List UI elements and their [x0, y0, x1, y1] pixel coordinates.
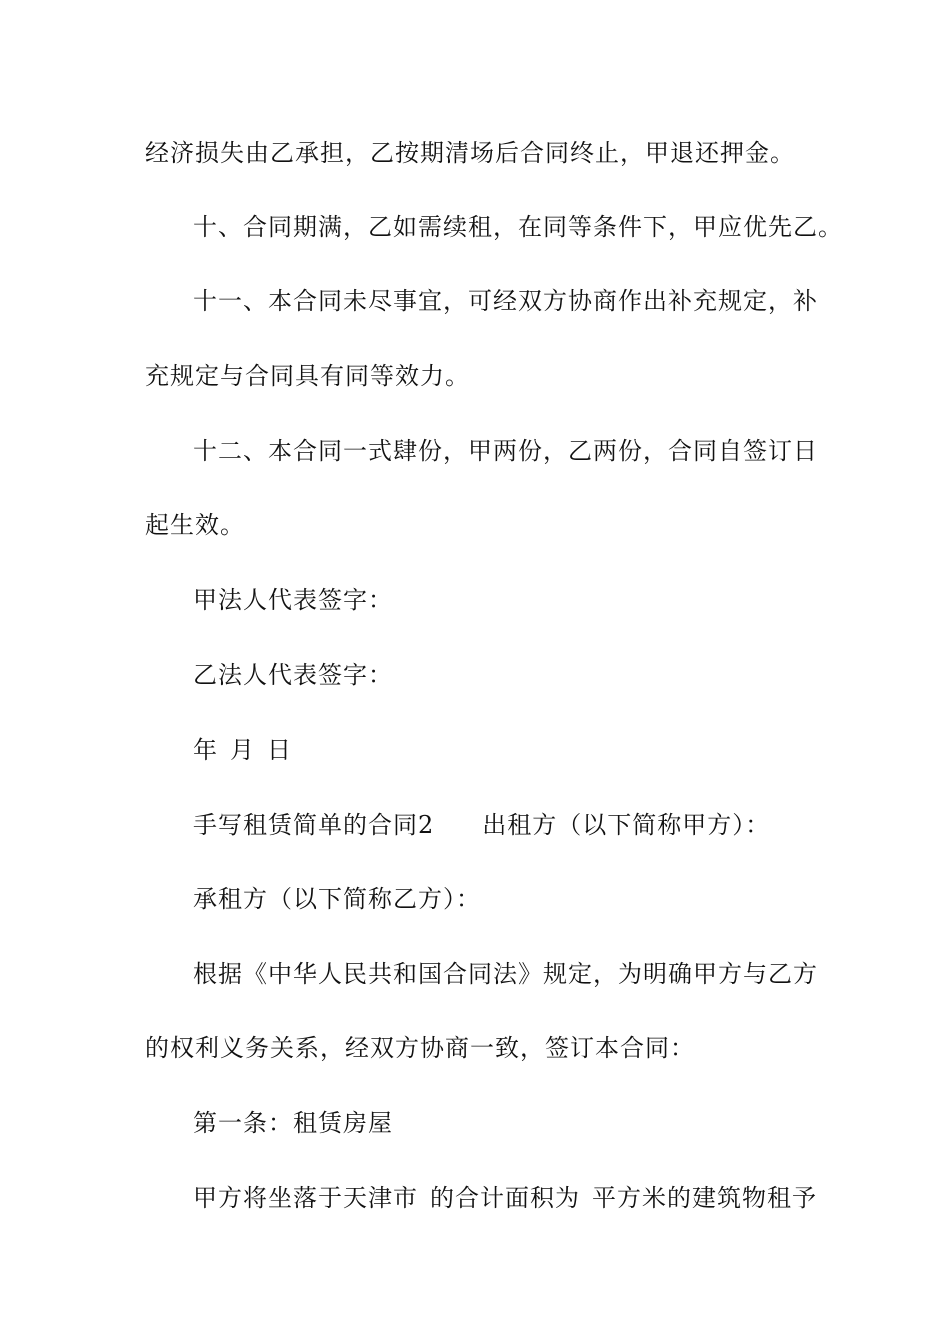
- party-b-signature-label: 乙法人代表签字：: [193, 661, 393, 689]
- year-label: 年: [193, 736, 218, 764]
- clause-12-continued: 起生效。: [145, 511, 245, 539]
- article-1-text: [193, 1182, 893, 1214]
- article-1-text-part2: 的合计面积为: [430, 1184, 580, 1212]
- day-label: 日: [267, 736, 292, 764]
- paragraph-line: 经济损失由乙承担，乙按期清场后合同终止，甲退还押金。: [145, 139, 795, 167]
- article-1-text-part3: 平方米的建筑物租予: [592, 1184, 817, 1212]
- document-title: 手写租赁简单的合同2: [193, 811, 435, 839]
- lessor-label: 出租方（以下简称甲方）：: [482, 811, 771, 839]
- clause-10: 十、合同期满，乙如需续租，在同等条件下，甲应优先乙。: [193, 213, 843, 241]
- section-heading-line: [193, 809, 893, 841]
- month-label: 月: [230, 736, 255, 764]
- clause-12: 十二、本合同一式肆份，甲两份，乙两份，合同自签订日: [193, 437, 818, 465]
- lessee-label: 承租方（以下简称乙方）：: [193, 885, 481, 913]
- clause-11: 十一、本合同未尽事宜，可经双方协商作出补充规定，补: [193, 287, 818, 315]
- party-a-signature-label: 甲法人代表签字：: [193, 586, 393, 614]
- article-1-heading: 第一条：租赁房屋: [193, 1109, 393, 1137]
- preamble-continued: 的权利义务关系，经双方协商一致，签订本合同：: [145, 1034, 695, 1062]
- preamble-line: 根据《中华人民共和国合同法》规定，为明确甲方与乙方: [193, 960, 818, 988]
- clause-11-continued: 充规定与合同具有同等效力。: [145, 362, 470, 390]
- article-1-text-part1: 甲方将坐落于天津市: [193, 1184, 418, 1212]
- date-line: [193, 734, 893, 766]
